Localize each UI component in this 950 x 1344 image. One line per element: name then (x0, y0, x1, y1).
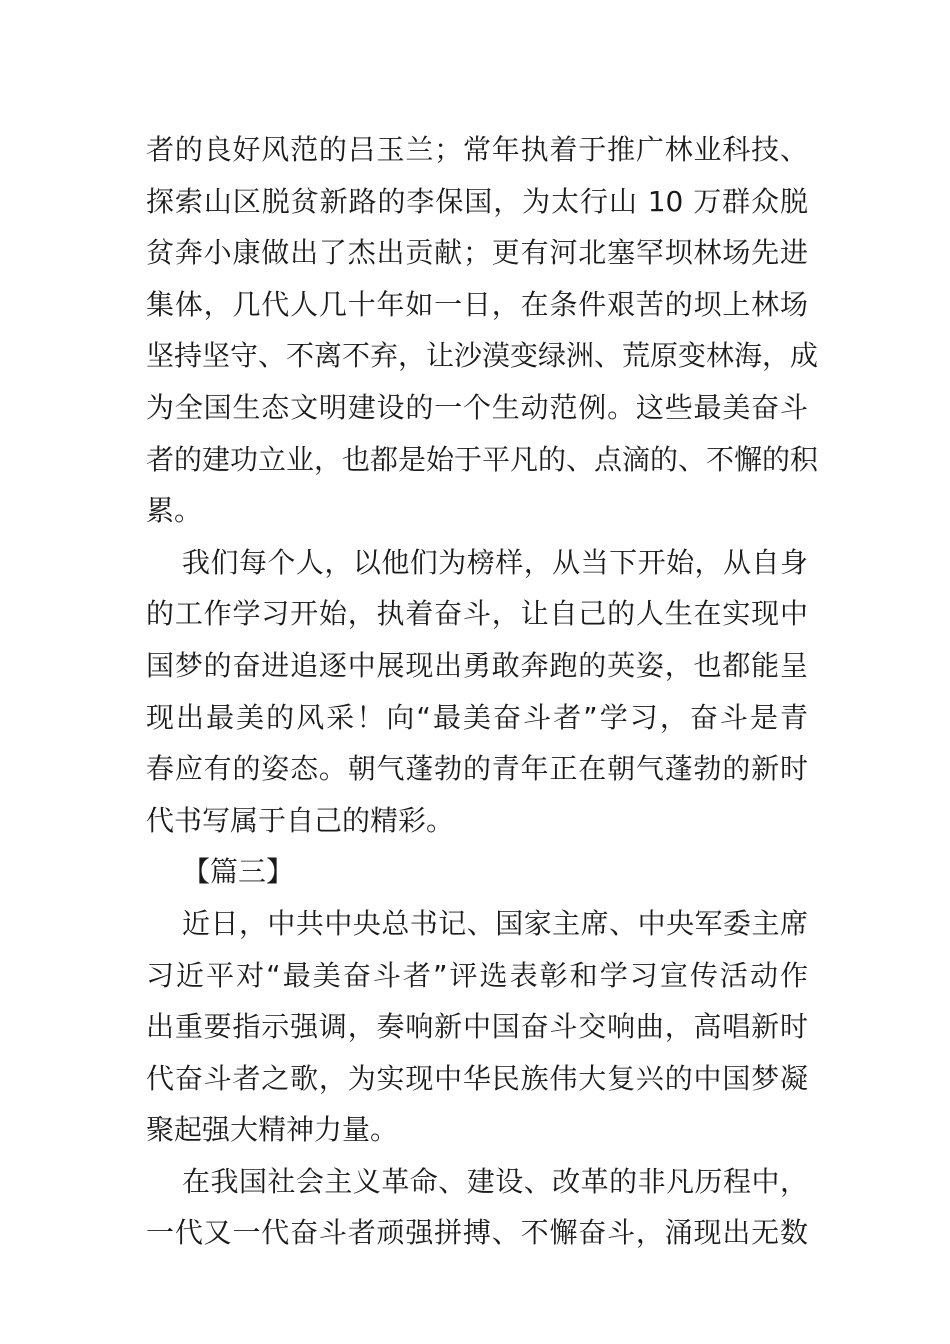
text-line: 出重要指示强调，奏响新中国奋斗交响曲，高唱新时 (146, 1010, 808, 1044)
text-line: 者的建功立业，也都是始于平凡的、点滴的、不懈的积 (146, 442, 819, 476)
text-line: 国梦的奋进追逐中展现出勇敢奔跑的英姿，也都能呈 (146, 648, 808, 682)
text-line: 现出最美的风采！向“最美奋斗者”学习，奋斗是青 (146, 700, 808, 734)
text-line: 我们每个人，以他们为榜样，从当下开始，从自身 (182, 545, 808, 579)
text-line: 探索山区脱贫新路的李保国，为太行山 10 万群众脱 (146, 184, 808, 218)
text-line: 在我国社会主义革命、建设、改革的非凡历程中， (182, 1164, 808, 1198)
section-heading: 【篇三】 (182, 855, 295, 889)
text-line: 贫奔小康做出了杰出贡献；更有河北塞罕坝林场先进 (146, 236, 808, 270)
text-line: 代奋斗者之歌，为实现中华民族伟大复兴的中国梦凝 (146, 1061, 808, 1095)
text-line: 代书写属于自己的精彩。 (146, 803, 455, 837)
text-line: 为全国生态文明建设的一个生动范例。这些最美奋斗 (146, 390, 808, 424)
text-line: 聚起强大精神力量。 (146, 1113, 399, 1147)
text-line: 集体，几代人几十年如一日，在条件艰苦的坝上林场 (146, 287, 808, 321)
text-line: 一代又一代奋斗者顽强拼搏、不懈奋斗，涌现出无数 (146, 1216, 808, 1250)
text-line: 者的良好风范的吕玉兰；常年执着于推广林业科技、 (146, 133, 808, 166)
text-line: 的工作学习开始，执着奋斗，让自己的人生在实现中 (146, 597, 808, 631)
text-line: 坚持坚守、不离不弃，让沙漠变绿洲、荒原变林海，成 (146, 339, 819, 373)
text-line: 近日，中共中央总书记、国家主席、中央军委主席 (182, 906, 808, 940)
text-line: 春应有的姿态。朝气蓬勃的青年正在朝气蓬勃的新时 (146, 752, 808, 786)
text-line: 累。 (146, 494, 203, 528)
body-text (146, 124, 819, 1259)
text-line: 习近平对“最美奋斗者”评选表彰和学习宣传活动作 (146, 958, 808, 992)
